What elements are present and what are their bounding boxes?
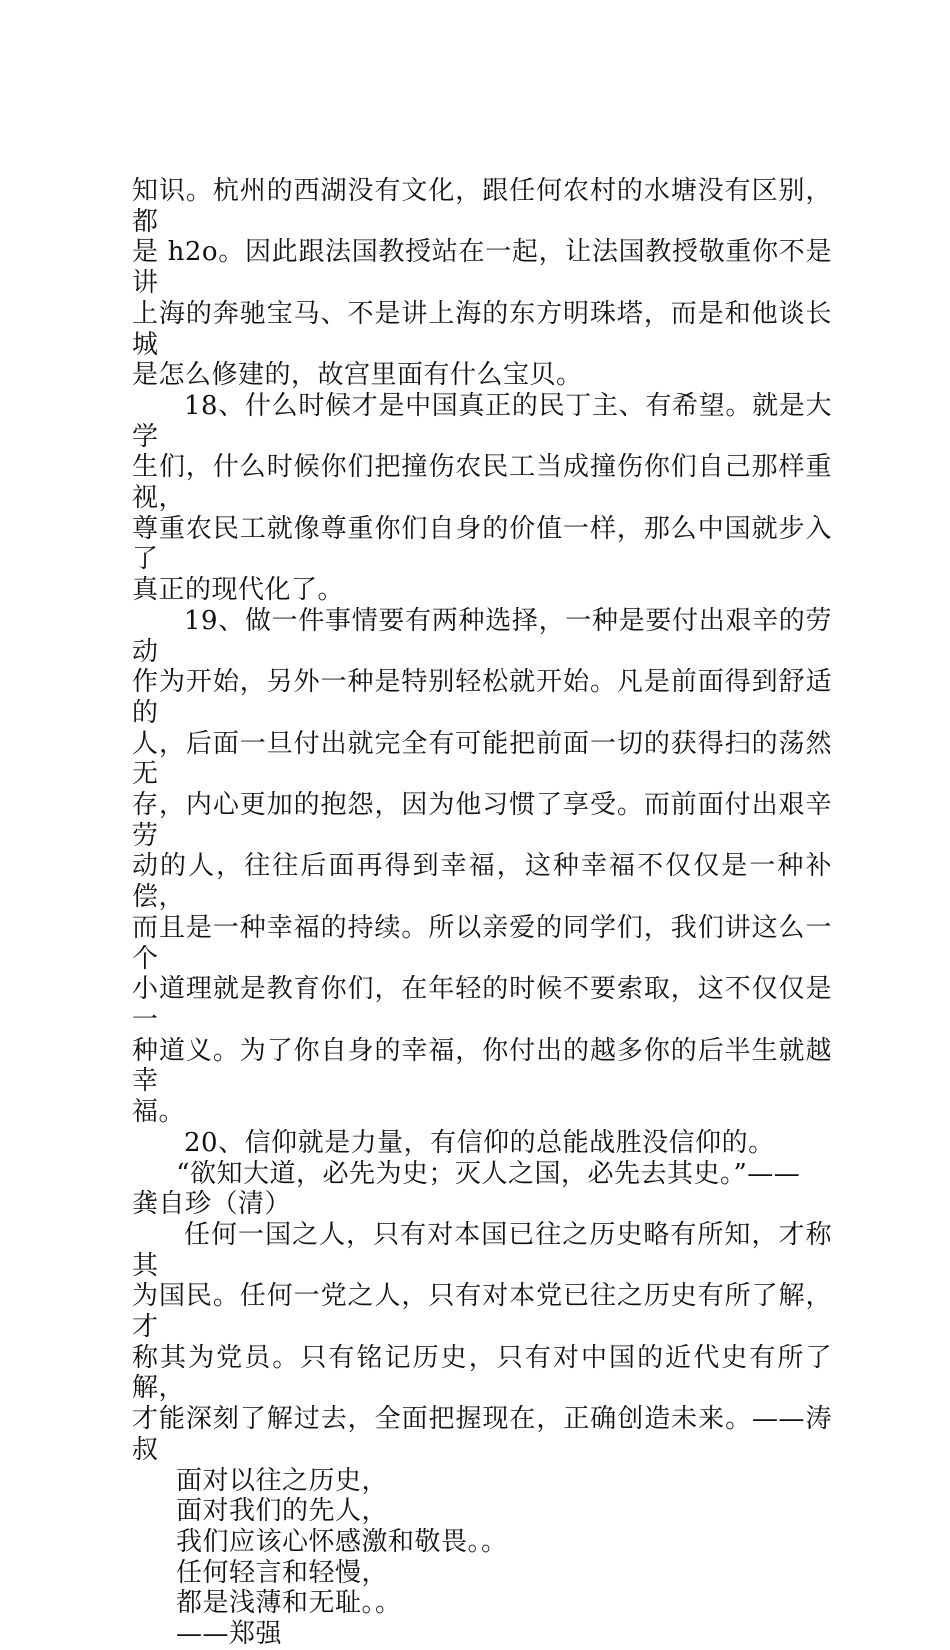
- poem-line: 任何轻言和轻慢，: [176, 1557, 389, 1588]
- paragraph-continuation: 知识。杭州的西湖没有文化，跟任何农村的水塘没有区别，都 是 h2o。因此跟法国教授站在一起，让法国教授敬重你不是讲 上海的奔驰宝马、不是讲上海的东方明珠塔，而是和他谈长城 是怎么修建的，故宫里面有什么宝贝。: [132, 176, 832, 391]
- paragraph-20: 20、信仰就是力量，有信仰的总能战胜没信仰的。: [184, 1127, 775, 1158]
- paragraph-history: 任何一国之人，只有对本国已往之历史略有所知，才称其 为国民。任何一党之人，只有对本党已往之历史有所了解，才 称其为党员。只有铭记历史，只有对中国的近代史有所了解， 才能深刻了解过去，全面把握现在，正确创造未来。——涛叔: [132, 1219, 832, 1465]
- poem-line: 面对以往之历史，: [176, 1465, 389, 1496]
- paragraph-18: 18、什么时候才是中国真正的民丁主、有希望。就是大学 生们，什么时候你们把撞伤农民工当成撞伤你们自己那样重视， 尊重农民工就像尊重你们自身的价值一样，那么中国就步入了 真正的现代化了。: [132, 390, 832, 606]
- poem-line: 面对我们的先人，: [176, 1496, 389, 1527]
- poem-attribution: ——郑强: [176, 1619, 283, 1650]
- quote-gong-zizhen: “欲知大道，必先为史；灭人之国，必先去其史。”—— 龚自珍（清）: [132, 1158, 801, 1220]
- paragraph-19: 19、做一件事情要有两种选择，一种是要付出艰辛的劳动 作为开始，另外一种是特别轻松就开始。凡是前面得到舒适的 人，后面一旦付出就完全有可能把前面一切的获得扫的荡然无 存，内心更加的抱怨，因为他习惯了享受。而前面付出艰辛劳 动的人，往往后面再得到幸福，这种幸福不仅仅是一种补偿， 而且是一种幸福的持续。所以亲爱的同学们，我们讲这么一个 小道理就是教育你们，在年轻的时候不要索取，这不仅仅是一 种道义。为了你自身的幸福，你付出的越多你的后半生就越幸 福。: [132, 605, 832, 1128]
- document-body: [132, 176, 832, 1650]
- poem-block: [132, 1466, 832, 1650]
- poem-line: 都是浅薄和无耻。。: [176, 1588, 402, 1619]
- poem-line: 我们应该心怀感激和敬畏。。: [176, 1526, 508, 1557]
